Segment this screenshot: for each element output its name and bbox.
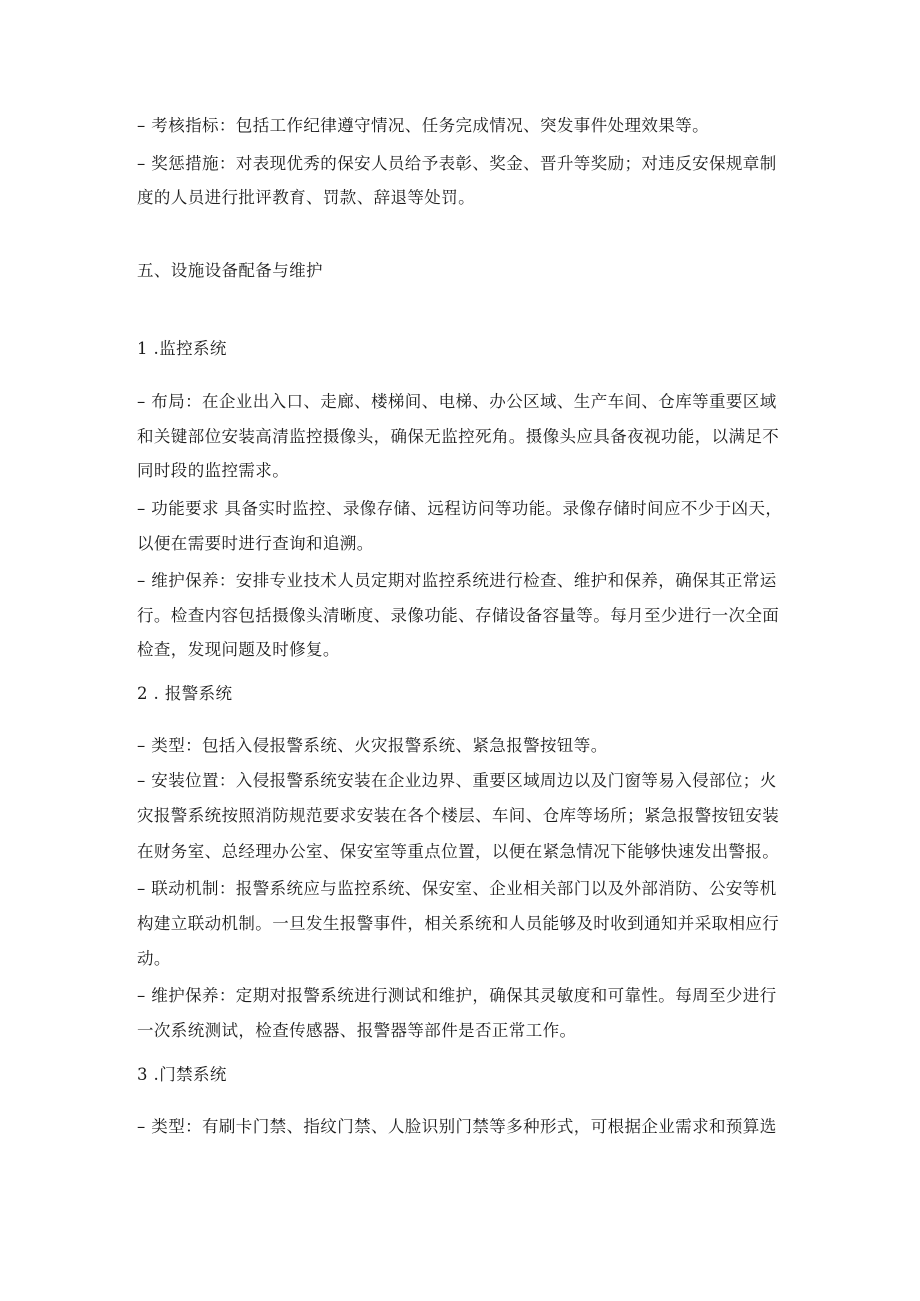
text-line: 度的人员进行批评教育、罚款、辞退等处罚。: [137, 188, 475, 207]
text-line: 灾报警系统按照消防规范要求安装在各个楼层、车间、仓库等场所；紧急报警按钮安装: [137, 806, 780, 825]
text-line: – 考核指标：包括工作纪律遵守情况、任务完成情况、突发事件处理效果等。: [137, 116, 709, 135]
text-line: – 奖惩措施：对表现优秀的保安人员给予表彰、奖金、晋升等奖励；对违反安保规章制: [137, 154, 777, 173]
text-line: 同时段的监控需求。: [137, 461, 290, 480]
subsection-heading: 2 . 报警系统: [137, 684, 233, 703]
text-line: – 功能要求 具备实时监控、录像存储、远程访问等功能。录像存储时间应不少于凶天，: [137, 499, 783, 518]
text-line: – 维护保养：安排专业技术人员定期对监控系统进行检查、维护和保养，确保其正常运: [137, 571, 777, 590]
text-line: 构建立联动机制。一旦发生报警事件，相关系统和人员能够及时收到通知并采取相应行: [137, 914, 780, 933]
text-line: 和关键部位安装高清监控摄像头，确保无监控死角。摄像头应具备夜视功能，以满足不: [137, 427, 780, 446]
section-heading: 五、设施设备配备与维护: [137, 261, 323, 280]
subsection-heading: 1 .监控系统: [137, 339, 227, 358]
text-line: – 联动机制：报警系统应与监控系统、保安室、企业相关部门以及外部消防、公安等机: [137, 879, 777, 898]
text-line: – 类型：有刷卡门禁、指纹门禁、人脸识别门禁等多种形式，可根据企业需求和预算选: [137, 1117, 777, 1136]
text-line: 动。: [137, 949, 171, 968]
text-line: – 布局：在企业出入口、走廊、楼梯间、电梯、办公区域、生产车间、仓库等重要区域: [137, 392, 777, 411]
text-line: – 安装位置：入侵报警系统安装在企业边界、重要区域周边以及门窗等易入侵部位；火: [137, 771, 777, 790]
subsection-heading: 3 .门禁系统: [137, 1065, 227, 1084]
text-line: 行。检查内容包括摄像头清晰度、录像功能、存储设备容量等。每月至少进行一次全面: [137, 606, 780, 625]
text-line: – 维护保养：定期对报警系统进行测试和维护，确保其灵敏度和可靠性。每周至少进行: [137, 986, 777, 1005]
text-line: 以便在需要时进行查询和追溯。: [137, 534, 374, 553]
text-line: 检查，发现问题及时修复。: [137, 640, 340, 659]
text-line: – 类型：包括入侵报警系统、火灾报警系统、紧急报警按钮等。: [137, 736, 608, 755]
text-line: 在财务室、总经理办公室、保安室等重点位置，以便在紧急情况下能够快速发出警报。: [137, 842, 780, 861]
text-line: 一次系统测试，检查传感器、报警器等部件是否正常工作。: [137, 1021, 577, 1040]
